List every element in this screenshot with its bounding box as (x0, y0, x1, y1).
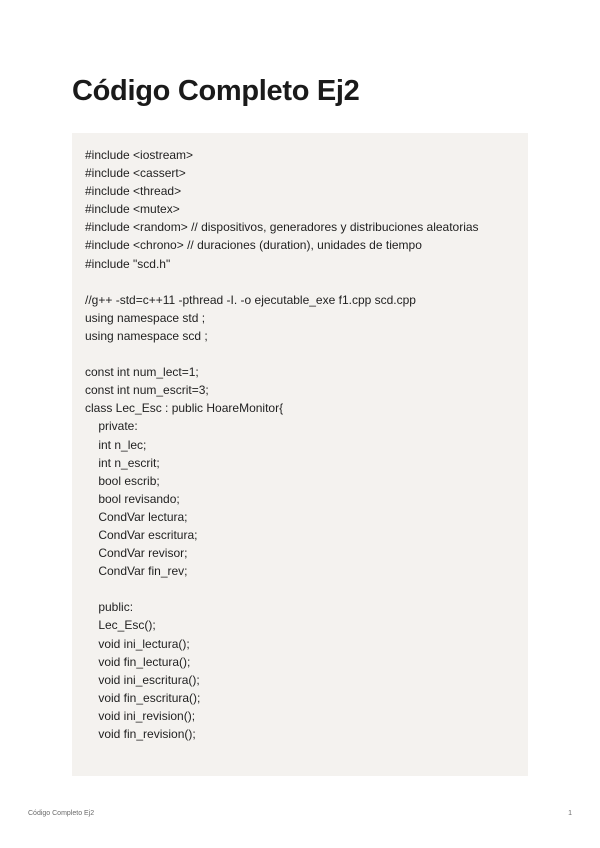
code-line: void ini_lectura(); (85, 636, 190, 651)
code-line: #include <mutex> (85, 202, 180, 217)
code-line: CondVar escritura; (85, 527, 198, 542)
code-line: CondVar lectura; (85, 509, 188, 524)
code-line (85, 345, 528, 363)
code-block (72, 133, 528, 776)
code-line: public: (85, 600, 134, 615)
code-line: void ini_revision(); (85, 708, 196, 723)
code-line: using namespace scd ; (85, 328, 208, 343)
code-line: #include <thread> (85, 184, 182, 199)
code-line: void fin_escritura(); (85, 690, 201, 705)
code-line: using namespace std ; (85, 310, 206, 325)
code-line: #include <iostream> (85, 148, 194, 162)
footer-page-number: 1 (568, 810, 572, 817)
code-line: class Lec_Esc : public HoareMonitor{ (85, 401, 284, 416)
code-line: private: (85, 419, 138, 434)
code-line: const int num_lect=1; (85, 365, 199, 380)
code-line: #include <random> // dispositivos, generadores y distribuciones aleatorias (85, 220, 479, 235)
code-line: CondVar revisor; (85, 546, 188, 561)
code-line: #include <cassert> (85, 166, 186, 181)
code-line (85, 273, 528, 291)
code-line: void fin_revision(); (85, 727, 196, 741)
code-line: bool escrib; (85, 473, 160, 488)
code-line: Lec_Esc(); (85, 618, 156, 633)
page-title: Código Completo Ej2 (72, 75, 360, 107)
code-line: #include "scd.h" (85, 256, 171, 271)
code-line: bool revisando; (85, 491, 180, 506)
code-line: const int num_escrit=3; (85, 383, 209, 398)
code-line: int n_escrit; (85, 455, 160, 470)
code-line: CondVar fin_rev; (85, 564, 188, 579)
code-line: void ini_escritura(); (85, 672, 200, 687)
code-line (85, 580, 528, 598)
code-line: #include <chrono> // duraciones (duration), unidades de tiempo (85, 238, 422, 253)
code-line: //g++ -std=c++11 -pthread -I. -o ejecutable_exe f1.cpp scd.cpp (85, 292, 416, 307)
code-line: void fin_lectura(); (85, 654, 191, 669)
footer-document-name: Código Completo Ej2 (28, 810, 95, 817)
code-line: int n_lec; (85, 437, 147, 452)
